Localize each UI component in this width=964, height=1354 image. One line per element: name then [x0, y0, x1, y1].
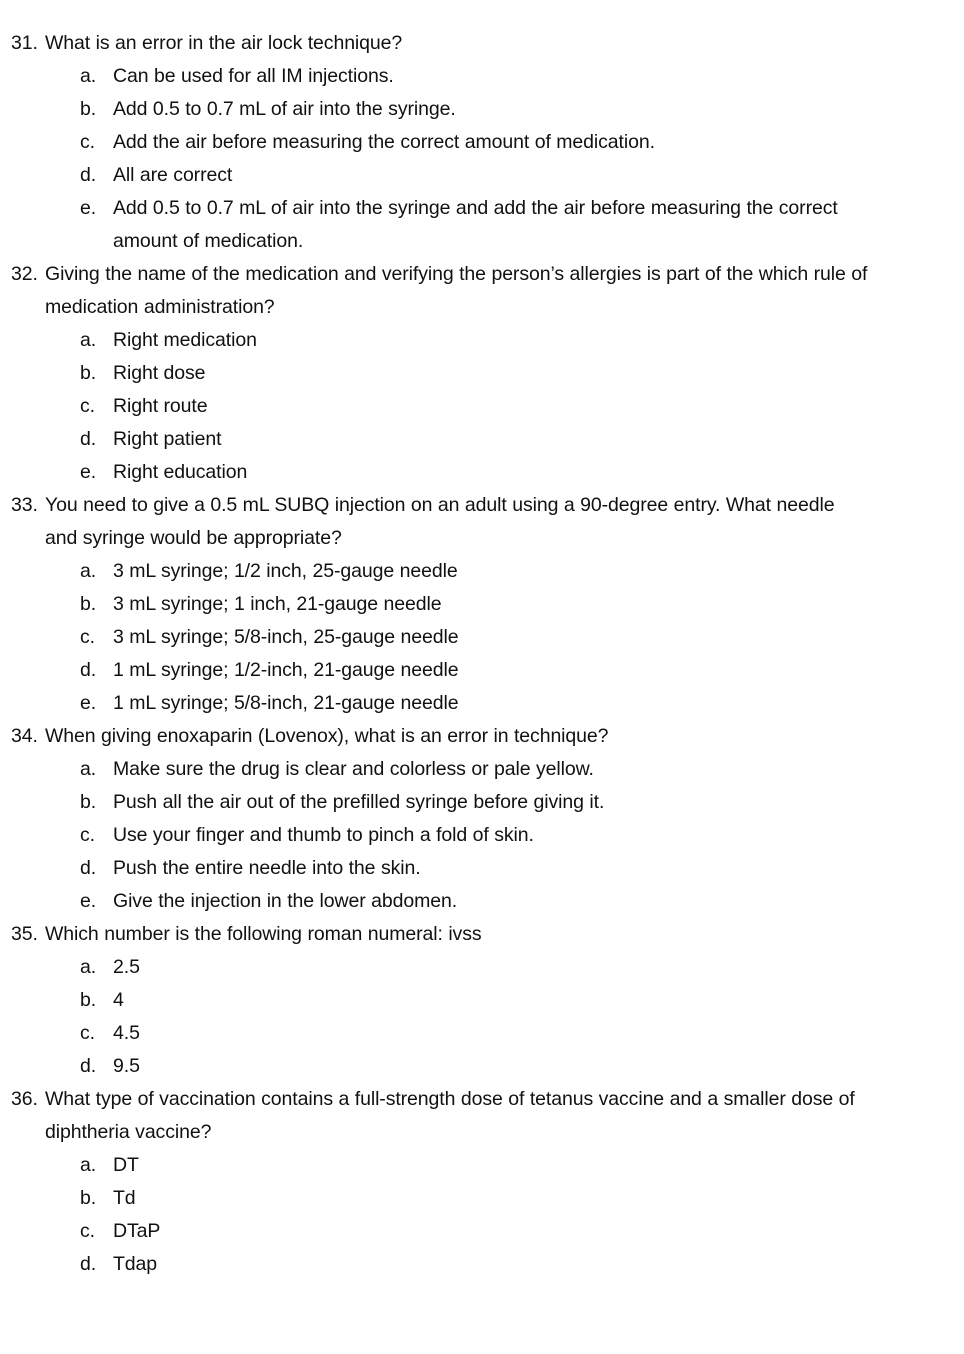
question-number: 32. [11, 263, 38, 285]
option-list [11, 555, 868, 720]
option-list [11, 1149, 868, 1281]
option-letter: e. [80, 197, 97, 219]
option-item[interactable] [11, 621, 868, 654]
option-text: 9.5 [113, 1055, 140, 1077]
option-text: Add the air before measuring the correct amount of medication. [113, 131, 655, 153]
option-letter: b. [80, 989, 97, 1011]
question-row [11, 489, 868, 555]
option-item[interactable] [11, 192, 868, 258]
option-text: 1 mL syringe; 1/2-inch, 21-gauge needle [113, 659, 459, 681]
option-letter: a. [80, 1154, 97, 1176]
option-item[interactable] [11, 1215, 868, 1248]
option-item[interactable] [11, 390, 868, 423]
option-text: Add 0.5 to 0.7 mL of air into the syringe. [113, 98, 456, 120]
option-item[interactable] [11, 852, 868, 885]
option-letter: c. [80, 1220, 95, 1242]
question-text: When giving enoxaparin (Lovenox), what is an error in technique? [45, 725, 609, 747]
option-letter: b. [80, 593, 97, 615]
option-letter: c. [80, 1022, 95, 1044]
option-text: Right route [113, 395, 208, 417]
option-letter: c. [80, 395, 95, 417]
option-item[interactable] [11, 1050, 868, 1083]
option-item[interactable] [11, 1248, 868, 1281]
option-letter: c. [80, 824, 95, 846]
option-text: Add 0.5 to 0.7 mL of air into the syringe and add the air before measuring the correct amount of medication. [113, 197, 838, 252]
option-item[interactable] [11, 819, 868, 852]
option-item[interactable] [11, 324, 868, 357]
option-text: Can be used for all IM injections. [113, 65, 394, 87]
question-number: 35. [11, 923, 38, 945]
option-letter: d. [80, 1253, 97, 1275]
question-text: Giving the name of the medication and verifying the person’s allergies is part of the which rule of medication administration? [45, 263, 868, 318]
question-item [11, 258, 868, 489]
question-row [11, 720, 868, 753]
option-item[interactable] [11, 93, 868, 126]
option-text: DT [113, 1154, 139, 1176]
question-number: 33. [11, 494, 38, 516]
question-text: Which number is the following roman numeral: ivss [45, 923, 482, 945]
question-text: What type of vaccination contains a full-strength dose of tetanus vaccine and a smaller dose of diphtheria vaccine? [45, 1088, 855, 1143]
question-list [11, 27, 868, 1281]
option-letter: a. [80, 65, 97, 87]
option-letter: d. [80, 1055, 97, 1077]
option-letter: d. [80, 428, 97, 450]
option-text: 3 mL syringe; 1 inch, 21-gauge needle [113, 593, 442, 615]
option-item[interactable] [11, 687, 868, 720]
option-text: Make sure the drug is clear and colorless or pale yellow. [113, 758, 594, 780]
option-item[interactable] [11, 423, 868, 456]
option-item[interactable] [11, 654, 868, 687]
option-text: Right dose [113, 362, 206, 384]
option-text: DTaP [113, 1220, 161, 1242]
option-item[interactable] [11, 357, 868, 390]
option-letter: d. [80, 164, 97, 186]
option-text: 1 mL syringe; 5/8-inch, 21-gauge needle [113, 692, 459, 714]
option-item[interactable] [11, 885, 868, 918]
option-list [11, 951, 868, 1083]
option-item[interactable] [11, 456, 868, 489]
question-text: What is an error in the air lock technique? [45, 32, 403, 54]
option-text: 3 mL syringe; 5/8-inch, 25-gauge needle [113, 626, 459, 648]
option-letter: d. [80, 857, 97, 879]
option-item[interactable] [11, 555, 868, 588]
question-number: 34. [11, 725, 38, 747]
question-item [11, 1083, 868, 1281]
option-text: Give the injection in the lower abdomen. [113, 890, 458, 912]
option-letter: a. [80, 560, 97, 582]
option-letter: d. [80, 659, 97, 681]
option-text: 4.5 [113, 1022, 140, 1044]
question-item [11, 489, 868, 720]
option-letter: e. [80, 461, 97, 483]
option-letter: e. [80, 890, 97, 912]
question-text: You need to give a 0.5 mL SUBQ injection on an adult using a 90-degree entry. What needle and syringe would be appropriate? [45, 494, 835, 549]
option-text: Right medication [113, 329, 257, 351]
option-item[interactable] [11, 1017, 868, 1050]
option-text: 3 mL syringe; 1/2 inch, 25-gauge needle [113, 560, 458, 582]
option-text: 2.5 [113, 956, 140, 978]
option-text: Push all the air out of the prefilled syringe before giving it. [113, 791, 605, 813]
option-letter: c. [80, 626, 95, 648]
option-item[interactable] [11, 1182, 868, 1215]
option-item[interactable] [11, 951, 868, 984]
question-number: 31. [11, 32, 38, 54]
question-item [11, 918, 868, 1083]
option-text: Right education [113, 461, 248, 483]
option-list [11, 324, 868, 489]
option-letter: b. [80, 98, 97, 120]
option-letter: a. [80, 758, 97, 780]
option-item[interactable] [11, 984, 868, 1017]
option-text: Push the entire needle into the skin. [113, 857, 421, 879]
option-text: Tdap [113, 1253, 158, 1275]
option-letter: b. [80, 362, 97, 384]
option-item[interactable] [11, 60, 868, 93]
option-item[interactable] [11, 1149, 868, 1182]
option-item[interactable] [11, 126, 868, 159]
option-text: Right patient [113, 428, 222, 450]
option-text: Td [113, 1187, 136, 1209]
option-letter: a. [80, 329, 97, 351]
option-text: Use your finger and thumb to pinch a fold of skin. [113, 824, 534, 846]
question-number: 36. [11, 1088, 38, 1110]
question-item [11, 720, 868, 918]
question-row [11, 1083, 868, 1149]
option-item[interactable] [11, 753, 868, 786]
option-list [11, 60, 868, 258]
question-item [11, 27, 868, 258]
option-item[interactable] [11, 588, 868, 621]
question-row [11, 918, 868, 951]
option-letter: a. [80, 956, 97, 978]
option-letter: c. [80, 131, 95, 153]
question-row [11, 27, 868, 60]
option-text: All are correct [113, 164, 233, 186]
option-letter: b. [80, 1187, 97, 1209]
option-item[interactable] [11, 159, 868, 192]
option-letter: e. [80, 692, 97, 714]
question-row [11, 258, 868, 324]
option-item[interactable] [11, 786, 868, 819]
option-text: 4 [113, 989, 124, 1011]
option-list [11, 753, 868, 918]
option-letter: b. [80, 791, 97, 813]
